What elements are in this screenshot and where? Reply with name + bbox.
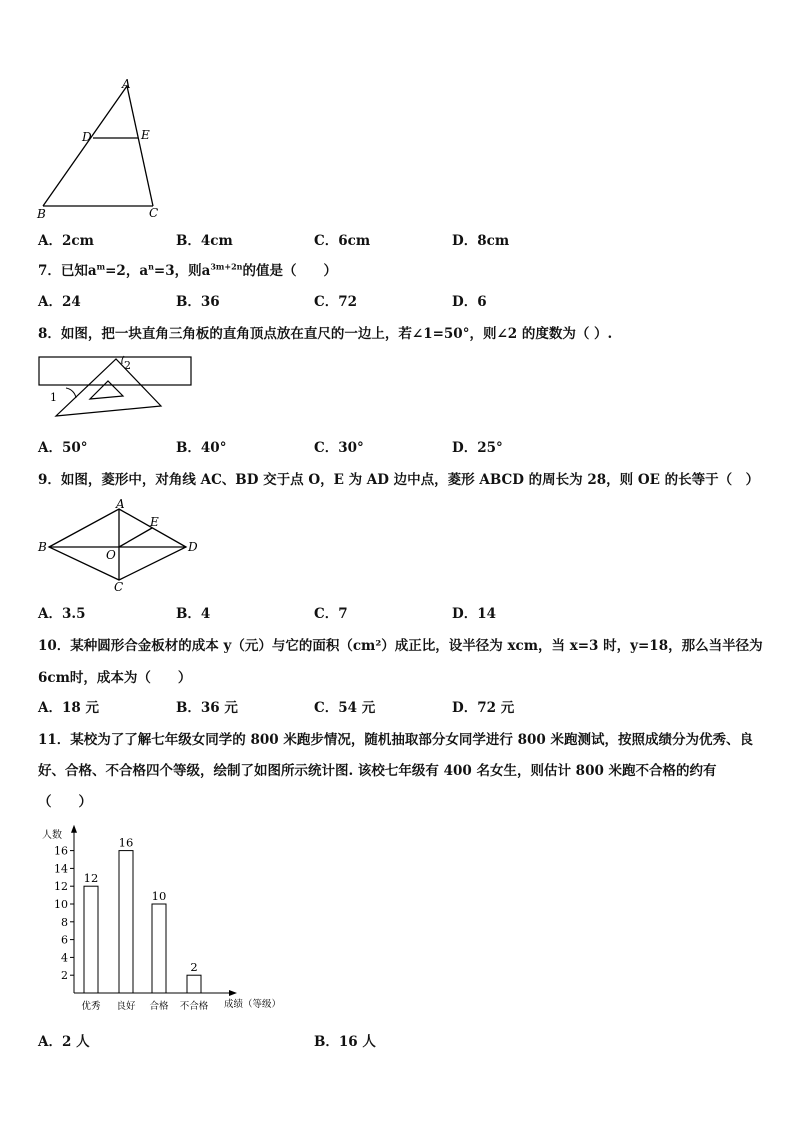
q6-option-b: B．4cm: [176, 233, 233, 249]
q9-option-d: D．14: [452, 606, 496, 622]
q7-option-b: B．36: [176, 294, 220, 310]
q9-option-b: B．4: [176, 606, 211, 622]
q10-option-c: C．54 元: [314, 700, 376, 716]
y-axis-label: 人数: [42, 830, 62, 841]
rhombus-e-label: E: [150, 515, 159, 529]
bar-4: [187, 975, 201, 993]
rhombus-b-label: B: [38, 540, 47, 554]
x-axis-arrow: [229, 990, 237, 996]
question-11-line-2: 好、合格、不合格四个等级，绘制了如图所示统计图. 该校七年级有 400 名女生，则估计 800 米跑不合格的约有: [38, 763, 717, 779]
question-7: 7．已知$a^m=2$，$a^n=3$，则$a^{3m+2n}$的值是（ ）: [38, 261, 337, 279]
triangle-figure: [30, 76, 170, 224]
x-axis-label: 成绩（等级）: [224, 999, 282, 1010]
vertex-b-label: B: [37, 207, 46, 221]
rhombus-c-label: C: [114, 580, 124, 592]
bar-value-label: 10: [151, 889, 167, 903]
bar-value-label: 2: [190, 960, 198, 975]
angle-1-label: 1: [50, 391, 57, 404]
q8-option-b: B．40°: [176, 440, 227, 456]
category-label: 合格: [149, 1001, 169, 1012]
rhombus-o-label: O: [106, 548, 116, 562]
category-label: 良好: [116, 1001, 136, 1012]
q8-option-c: C．30°: [314, 440, 364, 456]
question-8: 8．如图，把一块直角三角板的直角顶点放在直尺的一边上，若∠1=50°，则∠2 的度数为（ ）.: [38, 326, 613, 342]
q11-option-a: A．2 人: [38, 1034, 90, 1050]
q9-option-c: C．7: [314, 606, 348, 622]
q11-option-b: B．16 人: [314, 1034, 376, 1050]
vertex-d-label: D: [82, 130, 92, 144]
y-tick-label: 10: [54, 898, 68, 911]
category-label: 不合格: [179, 1001, 209, 1012]
y-tick-label: 16: [54, 844, 68, 858]
question-9: 9．如图，菱形中，对角线 AC、BD 交于点 O，E 为 AD 边中点，菱形 ABCD 的周长为 28，则 OE 的长等于（ ）: [38, 472, 760, 488]
bar-value-label: 12: [83, 871, 99, 886]
q10-option-d: D．72 元: [452, 700, 515, 716]
q6-option-d: D．8cm: [452, 233, 510, 249]
q8-option-d: D．25°: [452, 440, 503, 456]
rhombus-a-label: A: [116, 497, 125, 511]
bar-chart: [34, 824, 294, 1020]
bar-3: [152, 904, 166, 993]
bar-value-label: 16: [118, 835, 134, 850]
y-tick-label: 6: [61, 933, 68, 947]
ruler-triangle-figure: [36, 354, 196, 422]
q6-option-a: A．2cm: [38, 233, 94, 249]
q7-option-d: D．6: [452, 294, 487, 310]
category-label: 优秀: [81, 1001, 101, 1012]
question-11-line-1: 11．某校为了了解七年级女同学的 800 米跑步情况，随机抽取部分女同学进行 800 米跑测试，按照成绩分为优秀、良: [38, 732, 753, 748]
question-10-line-2: 6cm时，成本为（ ）: [38, 670, 192, 686]
angle-2-label: 2: [124, 359, 131, 372]
vertex-e-label: E: [141, 128, 150, 142]
question-10-line-1: 10．某种圆形合金板材的成本 y（元）与它的面积（cm²）成正比，设半径为 xcm，当 x=3 时，y=18，那么当半径为: [38, 638, 763, 654]
y-tick-label: 8: [61, 915, 68, 929]
bar-2: [119, 851, 133, 993]
q8-option-a: A．50°: [38, 440, 88, 456]
question-11-line-3: （ ）: [38, 794, 92, 810]
vertex-a-label: A: [122, 77, 131, 91]
y-tick-label: 12: [54, 880, 68, 894]
q9-option-a: A．3.5: [38, 606, 86, 622]
y-tick-label: 2: [61, 969, 68, 983]
y-axis-arrow: [71, 825, 77, 833]
rhombus-figure: [36, 497, 206, 592]
y-tick-label: 4: [61, 951, 68, 965]
q10-option-b: B．36 元: [176, 700, 238, 716]
q10-option-a: A．18 元: [38, 700, 99, 716]
vertex-c-label: C: [149, 206, 159, 220]
q7-option-c: C．72: [314, 294, 358, 310]
bar-1: [84, 886, 98, 993]
q7-option-a: A．24: [38, 294, 81, 310]
y-tick-label: 14: [54, 862, 68, 876]
q6-option-c: C．6cm: [314, 233, 371, 249]
rhombus-d-label: D: [188, 540, 198, 554]
